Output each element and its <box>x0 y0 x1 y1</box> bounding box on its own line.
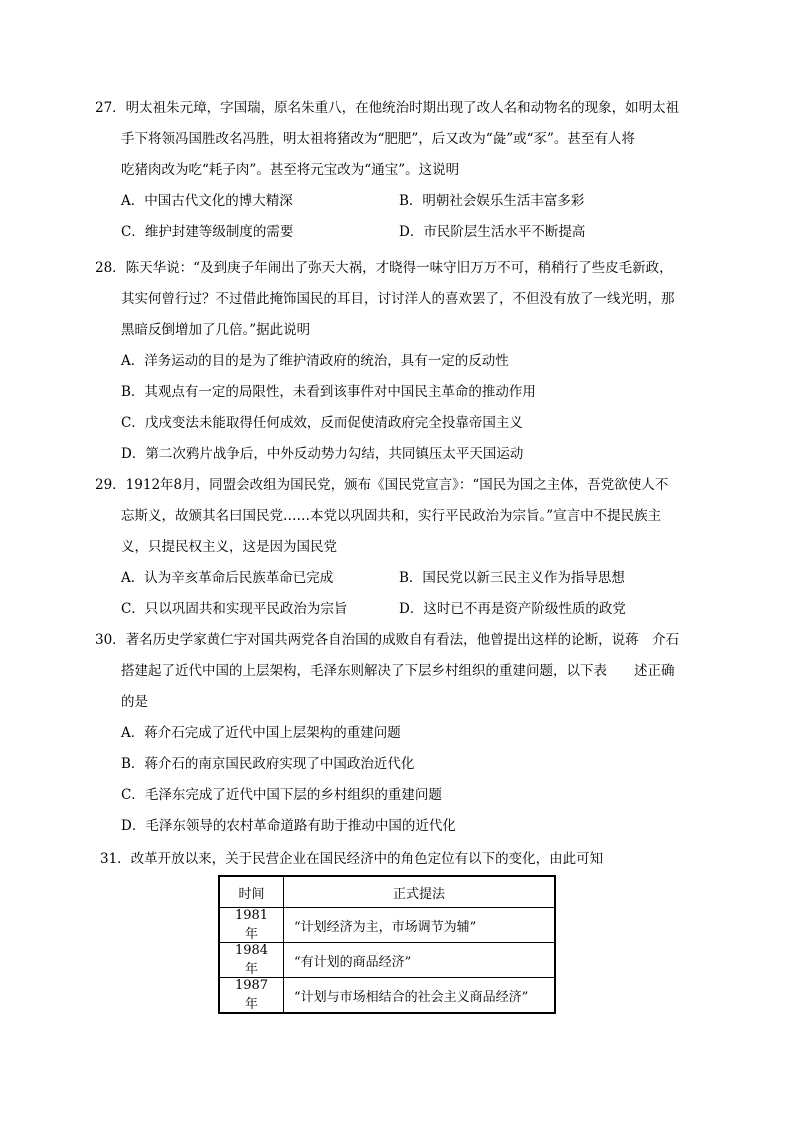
table-cell-year: 1984年 <box>219 943 284 978</box>
option-c[interactable]: C．只以巩固共和实现平民政治为宗旨 <box>121 601 348 617</box>
table-row <box>219 908 555 943</box>
option-a[interactable]: A．中国古代文化的博大精深 <box>121 193 293 209</box>
option-d[interactable]: D．第二次鸦片战争后，中外反动势力勾结，共同镇压太平天国运动 <box>121 446 524 462</box>
option-row <box>95 594 705 625</box>
option-b[interactable]: B．蒋介石的南京国民政府实现了中国政治近代化 <box>121 756 415 772</box>
option-b[interactable]: B．明朝社会娱乐生活丰富多彩 <box>399 193 585 209</box>
table-cell-formulation: “计划与市场相结合的社会主义商品经济” <box>284 978 556 1014</box>
policy-table <box>218 875 556 1014</box>
question-stem-line: 搭建起了近代中国的上层架构，毛泽东则解决了下层乡村组织的重建问题，以下表 述正确 <box>121 663 675 679</box>
table-cell-year: 1981年 <box>219 908 284 943</box>
option-a[interactable]: A．蒋介石完成了近代中国上层架构的重建问题 <box>121 725 401 741</box>
question-28 <box>95 253 705 470</box>
question-stem-line: 27．明太祖朱元璋，字国瑞，原名朱重八，在他统治时期出现了改人名和动物名的现象，如明太祖 <box>95 100 680 116</box>
table-row <box>219 943 555 978</box>
option-d[interactable]: D．市民阶层生活水平不断提高 <box>399 224 586 240</box>
question-stem-line: 黑暗反倒增加了几倍。”据此说明 <box>121 322 311 338</box>
question-stem-line: 吃猪肉改为吃“耗子肉”。甚至将元宝改为“通宝”。这说明 <box>121 162 460 178</box>
option-a[interactable]: A．洋务运动的目的是为了维护清政府的统治，具有一定的反动性 <box>121 353 509 369</box>
table-cell-formulation: “计划经济为主，市场调节为辅” <box>284 908 556 943</box>
question-31 <box>100 844 710 875</box>
option-a[interactable]: A．认为辛亥革命后民族革命已完成 <box>121 570 334 586</box>
option-d[interactable]: D．这时已不再是资产阶级性质的政党 <box>399 601 626 617</box>
option-b[interactable]: B．其观点有一定的局限性，未看到该事件对中国民主革命的推动作用 <box>121 384 536 400</box>
question-stem-line: 31．改革开放以来，关于民营企业在国民经济中的角色定位有以下的变化，由此可知 <box>100 851 604 867</box>
option-row <box>95 217 705 248</box>
table-header-row <box>219 876 555 908</box>
table-header-time: 时间 <box>219 876 284 908</box>
option-b[interactable]: B．国民党以新三民主义作为指导思想 <box>399 570 625 586</box>
question-stem-line: 忘斯义，故颁其名曰国民党……本党以巩固共和，实行平民政治为宗旨。”宣言中不提民族主 <box>121 508 662 524</box>
question-stem-line: 的是 <box>121 694 148 710</box>
question-stem-line: 29．1912年8月，同盟会改组为国民党，颁布《国民党宣言》：“国民为国之主体，吾党欲使人不 <box>95 477 669 493</box>
question-29 <box>95 470 705 625</box>
table-cell-formulation: “有计划的商品经济” <box>284 943 556 978</box>
question-stem-line: 28．陈天华说：“及到庚子年闹出了弥天大祸，才晓得一味守旧万万不可，稍稍行了些皮毛新政， <box>95 260 673 276</box>
option-c[interactable]: C．毛泽东完成了近代中国下层的乡村组织的重建问题 <box>121 787 442 803</box>
table-header-formulation: 正式提法 <box>284 876 556 908</box>
option-row <box>95 563 705 594</box>
question-30 <box>95 625 705 842</box>
table-cell-year: 1987年 <box>219 978 284 1014</box>
question-stem-line: 其实何曾行过？不过借此掩饰国民的耳目，讨讨洋人的喜欢罢了，不但没有放了一线光明，那 <box>121 291 675 307</box>
option-d[interactable]: D．毛泽东领导的农村革命道路有助于推动中国的近代化 <box>121 818 456 834</box>
option-c[interactable]: C．维护封建等级制度的需要 <box>121 224 294 240</box>
option-c[interactable]: C．戊戌变法未能取得任何成效，反而促使清政府完全投靠帝国主义 <box>121 415 523 431</box>
question-stem-line: 义，只提民权主义，这是因为国民党 <box>121 539 337 555</box>
question-stem-line: 30．著名历史学家黄仁宇对国共两党各自治国的成败自有看法，他曾提出这样的论断，说蒋 介石 <box>95 632 680 648</box>
option-row <box>95 186 705 217</box>
table-row <box>219 978 555 1014</box>
question-27 <box>95 93 705 248</box>
question-stem-line: 手下将领冯国胜改名冯胜，明太祖将猪改为“肥肥”，后又改为“彘”或“豕”。甚至有人将 <box>121 131 635 147</box>
